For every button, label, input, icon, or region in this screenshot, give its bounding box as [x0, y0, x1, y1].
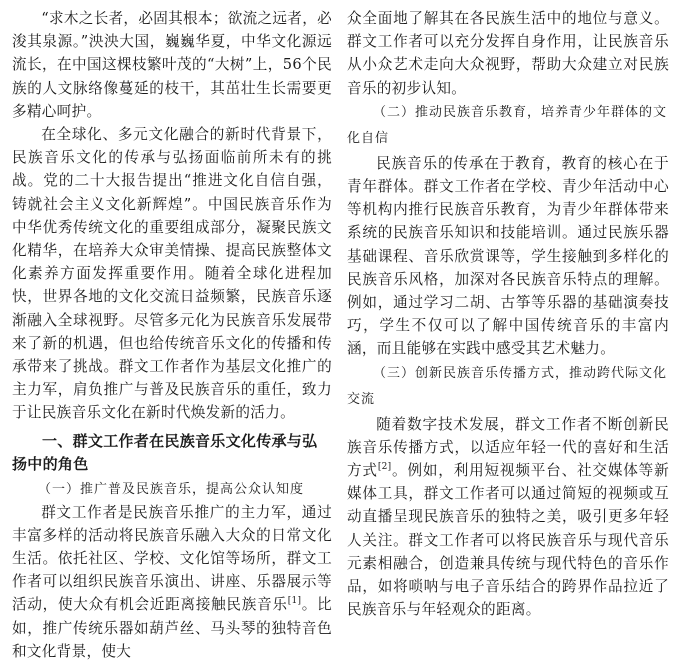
subsection-heading-1: （一）推广普及民族音乐，提高公众认知度 [38, 481, 305, 497]
section-heading-1: 一、群文工作者在民族音乐文化传承与弘扬中的角色 [12, 431, 318, 473]
subsection-heading-3: （三）创新民族音乐传播方式，推动跨代际文化交流 [347, 365, 668, 407]
subsection-1-text-b: 。比如，推广传统乐器如葫芦丝、马头琴的独特音色和文化背景，使大 [12, 596, 332, 660]
citation-2: [2] [377, 462, 392, 473]
right-column [347, 7, 669, 619]
subsection-2-paragraph: 民族音乐的传承在于教育，教育的核心在于青年群体。群文工作者在学校、青少年活动中心等机构内推行民族音乐教育，为青少年群体带来系统的民族音乐知识和技能培训。通过民族乐器基础课程、音乐欣赏课等，学生接触到多样化的民族音乐风格，加深对各民族音乐特点的理解。例如，通过学习二胡、古筝等乐器的基础演奏技巧，学生不仅可以了解中国传统音乐的丰富内涵，而且能够在实践中感受其艺术魅力。 [347, 154, 669, 358]
subsection-heading-2: （二）推动民族音乐教育，培养青少年群体的文化自信 [347, 104, 668, 146]
subsection-3-text-a: 随着数字技术发展，群文工作者不断创新民族音乐传播方式，以适应年轻一代的喜好和生活方式 [347, 415, 669, 480]
subsection-3-text-b: 。例如，利用短视频平台、社交媒体等新媒体工具，群文工作者可以通过简短的视频或互动直播呈现民族音乐的独特之美，吸引更多年轻人关注。群文工作者可以将民族音乐与现代音乐元素相融合，创造兼具传统与现代特色的音乐作品，如将唢呐与电子音乐结合的跨界作品拉近了民族音乐与年轻观众的距离。 [347, 462, 669, 619]
subsection-1-text-a: 群文工作者是民族音乐推广的主力军，通过丰富多样的活动将民族音乐融入大众的日常文化生活。依托社区、学校、文化馆等场所，群文工作者可以组织民族音乐演出、讲座、乐器展示等活动，使大众有机会近距离接触民族音乐 [12, 503, 332, 614]
subsection-3-paragraph [347, 413, 669, 622]
citation-1: [1] [287, 596, 302, 607]
intro-paragraph-1: “求木之长者，必固其根本；欲流之远者，必浚其泉源。”泱泱大国，巍巍华夏，中华文化源远流长，在中国这棵枝繁叶茂的“大树”上，56个民族的人文脉络像蔓延的枝干，其茁壮生长需要更多精心呵护。 [12, 10, 332, 120]
left-column [12, 7, 332, 660]
intro-paragraph-2: 在全球化、多元文化融合的新时代背景下，民族音乐文化的传承与弘扬面临前所未有的挑战。党的二十大报告提出“推进文化自信自强，铸就社会主义文化新辉煌”。中国民族音乐作为中华优秀传统文化的重要组成部分，凝聚民族文化精华，在培养大众审美情操、提高民族整体文化素养方面发挥重要作用。随着全球化进程加快，世界各地的文化交流日益频繁，民族音乐逐渐融入全球视野。尽管多元化为民族音乐发展带来了新的机遇，但也给传统音乐文化的传播和传承带来了挑战。群文工作者作为基层文化推广的主力军，肩负推广与普及民族音乐的重任，致力于让民族音乐文化在新时代焕发新的活力。 [12, 126, 332, 422]
subsection-1-paragraph [12, 501, 332, 663]
continued-paragraph: 众全面地了解其在各民族生活中的地位与意义。群文工作者可以充分发挥自身作用，让民族音乐从小众艺术走向大众视野，帮助大众建立对民族音乐的初步认知。 [347, 10, 669, 97]
